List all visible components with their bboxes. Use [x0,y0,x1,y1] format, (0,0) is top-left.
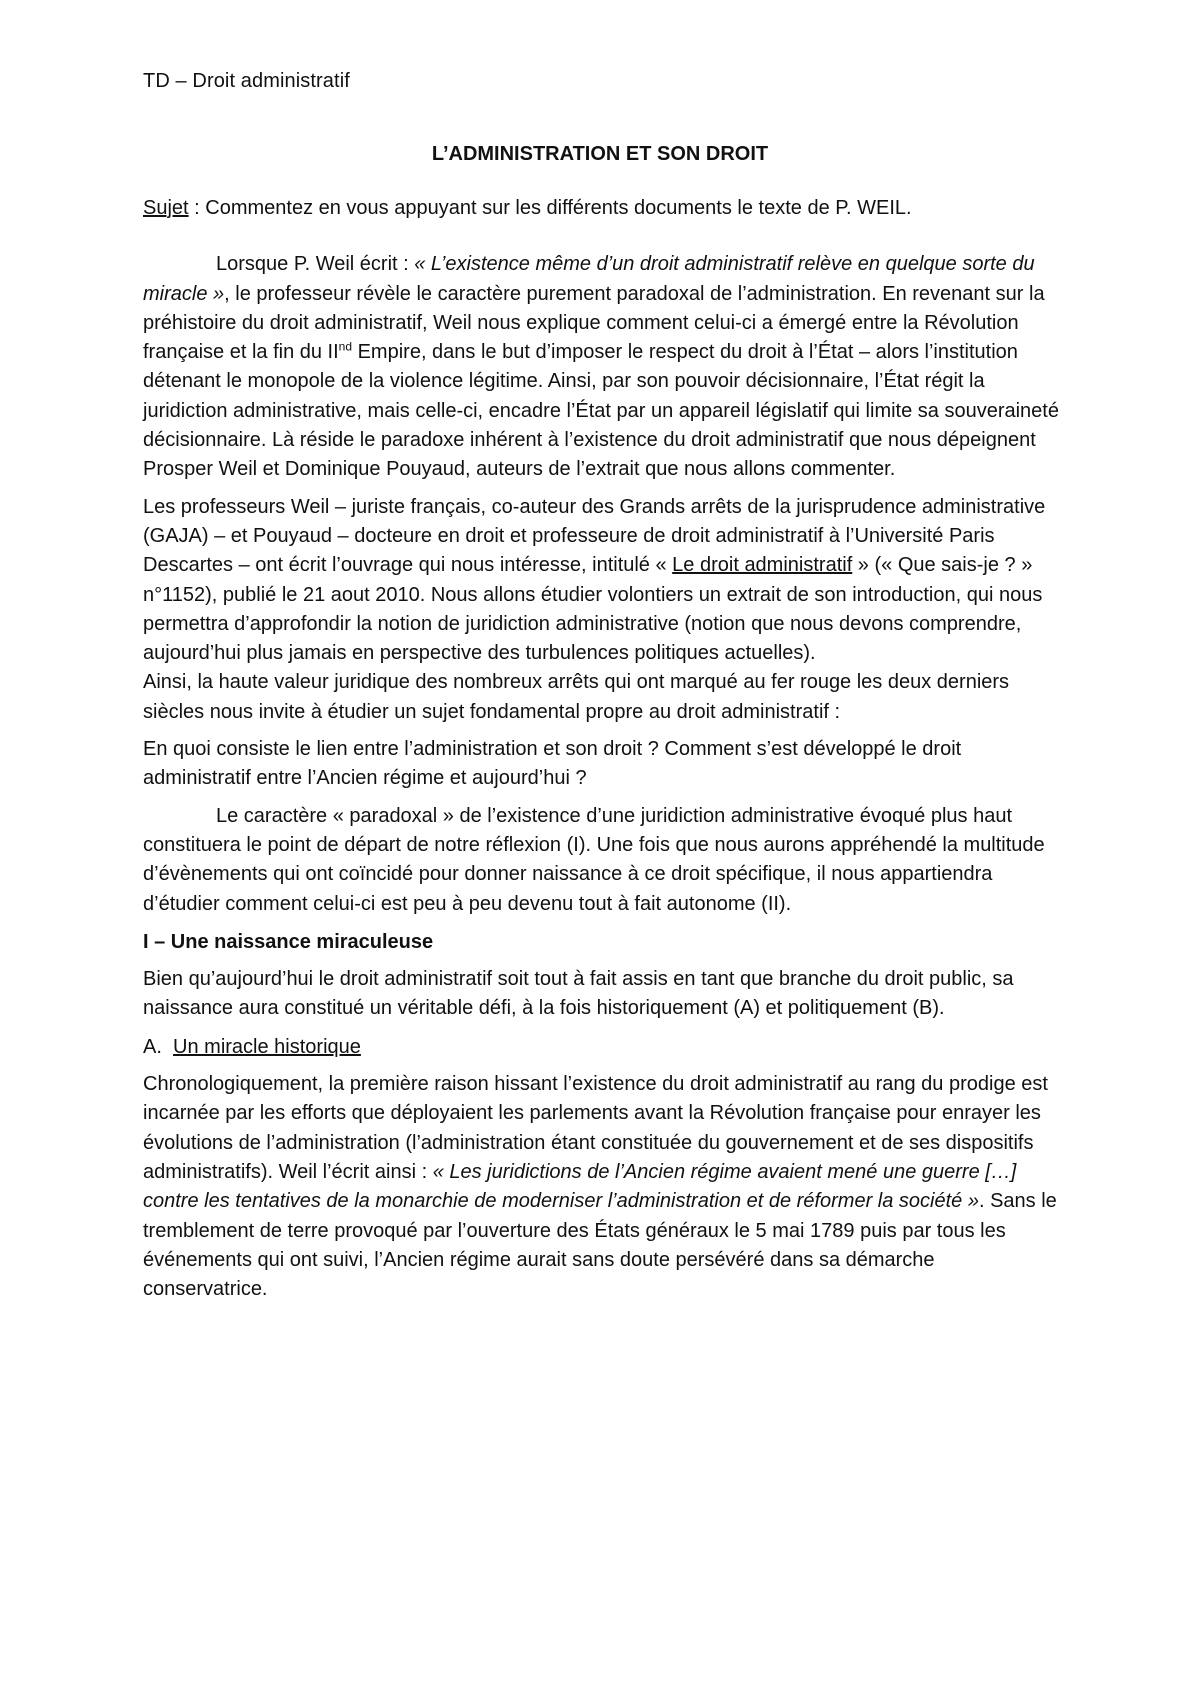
problematique: En quoi consiste le lien entre l’administration et son droit ? Comment s’est développé le droit administratif entre l’Ancien régime et aujourd’hui ? [143,738,962,790]
document-body [143,194,1063,1304]
intro-p2-text-b: » (« Que sais-je ? » n°1152), publié le 21 aout 2010. Nous allons étudier volontiers un extrait de son introduction, qui nous permettra d’approfondir la notion de juridiction administrative (notion que nous devons comprendre, aujourd’hui plus jamais en perspective des turbulences politiques actuelles). [143,554,1043,665]
part-1-chapeau: Bien qu’aujourd’hui le droit administratif soit tout à fait assis en tant que branche du droit public, sa naissance aura constitué un véritable défi, à la fois historiquement (A) et politiquement (B). [143,968,1014,1020]
intro-p2-text-a: Les professeurs Weil – juriste français, co-auteur des Grands arrêts de la jurisprudence administrative (GAJA) – et Pouyaud – docteure en droit et professeure de droit administratif à l’Université Paris Descartes – ont écrit l’ouvrage qui nous intéresse, intitulé « [143,495,1046,577]
ordinal-superscript: nd [338,339,353,354]
ancien-regime-quote: « Les juridictions de l’Ancien régime avaient mené une guerre […] contre les tentatives de la monarchie de moderniser l’administration et de réformer la société » [143,1160,1017,1213]
intro-p1-lead: Lorsque P. Weil écrit : [216,253,415,276]
intro-p1-text-a: , le professeur révèle le caractère purement paradoxal de l’administration. En revenant sur la préhistoire du droit administratif, Weil nous explique comment celui-ci a émergé entre la Révolution française et la fin du II [143,282,1045,364]
intro-paragraph-1 [143,250,1063,484]
weil-quote: « L’existence même d’un droit administratif relève en quelque sorte du miracle » [143,253,1035,305]
intro-paragraph-3: Ainsi, la haute valeur juridique des nombreux arrêts qui ont marqué au fer rouge les deux derniers siècles nous invite à étudier un sujet fondamental propre au droit administratif : [143,671,1010,723]
subsection-a-text-a: Chronologiquement, la première raison hissant l’existence du droit administratif au rang du prodige est incarnée par les efforts que déployaient les parlements avant la Révolution française pour enrayer les évolutions de l’administration (l’administration étant constituée du gouvernement et de ses dispositifs administratifs). Weil l’écrit ainsi : [143,1073,1048,1183]
document-title: L’ADMINISTRATION ET SON DROIT [431,143,769,165]
plan-announcement: Le caractère « paradoxal » de l’existence d’une juridiction administrative évoqué plus haut constituera le point de départ de notre réflexion (I). Une fois que nous aurons appréhendé la multitude d’évènements qui ont coïncidé pour donner naissance à ce droit spécifique, il nous appartiendra d’étudier comment celui-ci est peu à peu devenu tout à fait autonome (II). [143,804,1045,915]
subject-text: : Commentez en vous appuyant sur les différents documents le texte de P. WEIL. [188,197,912,219]
subsection-a-text-b: . Sans le tremblement de terre provoqué par l’ouverture des États généraux le 5 mai 1789 puis par tous les événements qui ont suivi, l’Ancien régime aurait sans doute persévéré dans sa démarche conservatrice. [143,1190,1057,1301]
subject-label: Sujet [143,197,189,219]
book-title: Le droit administratif [672,554,853,577]
subject-line [143,194,1063,223]
course-header: TD – Droit administratif [143,70,350,92]
subsection-a-heading [143,1033,1063,1062]
part-1-title: I – Une naissance miraculeuse [143,930,434,953]
intro-p1-text-b: Empire, dans le but d’imposer le respect du droit à l’État – alors l’institution détenant le monopole de la violence légitime. Ainsi, par son pouvoir décisionnaire, l’État régit la juridiction administrative, mais celle-ci, encadre l’État par un appareil législatif qui limite sa souveraineté décisionnaire. Là réside le paradoxe inhérent à l’existence du droit administratif que nous dépeignent Prosper Weil et Dominique Pouyaud, auteurs de l’extrait que nous allons commenter. [143,341,1059,481]
intro-paragraph-2 [143,493,1063,669]
subsection-a-letter: A. [143,1035,162,1058]
subsection-a-paragraph [143,1070,1063,1304]
subsection-a-title: Un miracle historique [173,1035,361,1058]
